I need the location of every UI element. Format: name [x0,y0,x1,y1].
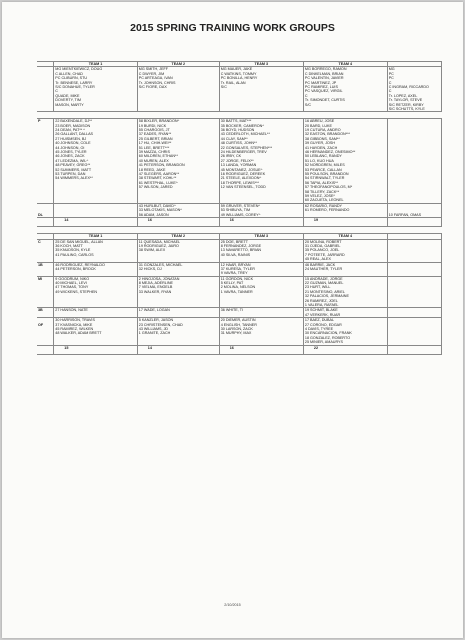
roster-entry: 61 WESTPHAL, LUKE^ [138,180,178,185]
roster-entry: 33 MELOTAKIS, MASON^ [138,208,183,213]
roster-entry: DOVERTY, TIM [55,98,81,103]
team-header: TEAM 4 [303,62,387,67]
count-row [37,345,442,354]
roster-entry: 20 DIEMER, AUSTIN [220,318,256,323]
roster-entry: C INGRAM, RICCARDO [388,84,429,89]
roster-cell [387,203,441,217]
roster-cell [54,203,137,217]
roster-entry: Tr. JOHNSON, CHRIS [138,80,176,85]
roster-entry: C DINKELMAN, BRIAN [304,71,344,76]
roster-entry: 36 BOYD, HUDSON [220,128,255,133]
roster-entry: 62 ROSARIO, RANDY [304,203,343,208]
roster-entry: 16 RODRIGUEZ, DEREEK [220,172,266,176]
roster-entry: 47 VERKERK, RUAR [304,312,341,317]
roster-entry: 45 MONTANEZ, JOSUE^ [220,167,263,172]
roster-entry: 12 VAN STEENSEL, TODD [220,185,266,190]
roster-entry: 53 SHIBUYA, TIM [220,208,251,213]
roster-entry: 23 BOER, MADISON [55,123,91,128]
roster-cell [54,239,137,262]
roster-cell [219,239,303,262]
roster-entry: 9 GOODRUM, NIKO [55,276,90,281]
roster-entry: 18 THORPE, LEWIS*** [220,180,259,185]
roster-entry: 44 CLAY, SAM** [220,136,248,141]
roster-entry: PC VALENTIN, JAVIER [304,76,344,81]
roster-entry: 26 IRBY, CK [220,154,242,159]
roster-entry: 48 PEAVEY, GREG** [55,163,91,168]
team-header: TEAM 3 [219,62,303,67]
roster-entry: 45 RAMIREZ, WILKEN [55,326,94,331]
roster-cell [303,308,387,318]
roster-entry: Tr. TAYLOR, STEVE [388,98,423,103]
roster-cell [54,308,137,318]
roster-entry: PC RAMIREZ, LUIS [304,84,338,89]
roster-entry: 37 KVASNICKA, MIKE [55,322,93,327]
roster-entry: 17 WADE, LOGAN [138,308,170,313]
roster-entry: S/C FIORE, DAX [138,84,167,89]
roster-entry: 39 MAZZA, CHRIS [138,150,170,155]
roster-cell [219,308,303,318]
roster-cell [137,119,219,203]
roster-entry: 41 PAULINO, CARLOS [55,252,94,257]
staff-cell [137,67,219,112]
team-header: TEAM 1 [54,234,137,239]
roster-entry: 61 ROMERO, FERNANDO [304,208,350,213]
roster-entry: 19 CUTURA, ANDRO [304,128,341,133]
roster-entry: 31 MURPHY, MAX [220,331,252,336]
roster-entry: 56 ADAM, JASON [138,212,169,217]
roster-entry: MG SMITH, JEFF [138,67,169,72]
roster-entry: 59 GRUVER, STEVEN^ [220,203,261,208]
roster-entry: 2 HINOJOSA, JONATAN [138,276,180,281]
roster-entry: 49 WICKENS, STEPHEN [55,289,98,294]
position-label: C [37,239,54,262]
roster-entry: C [388,80,392,85]
roster-entry: 47 LEDEZMA, WIL^ [55,158,89,163]
roster-entry: 25 GILBERT, BRIAN [138,136,173,141]
roster-entry: 43 HURLBUT, DAVID^ [138,203,176,208]
roster-entry: C [55,89,58,94]
count-row [37,218,442,227]
roster-entry: 26 RAMIREZ, JOEL [304,298,338,303]
roster-entry: 7 VIELMA, ENGELB [138,285,173,290]
roster-entry: 37 EADES, RYAN** [138,132,172,137]
roster-entry: 44 PETERSON, BROCK [55,266,96,271]
first-base-row [37,262,442,276]
roster-cell [303,318,387,345]
roster-entry: 57 WILSON, JARED [138,185,173,190]
roster-entry: 40 SILVA, RAINIS [220,252,251,257]
roster-entry: 41 PETERSON, BRANDON [138,163,185,168]
roster-entry: 44 JOHNSON, OI [55,145,85,150]
roster-cell [219,262,303,276]
roster-entry: 24 DEAN, PAT** ^ [55,128,85,133]
staff-cell [303,67,387,112]
roster-entry: S/C DONAHUE, TYLER [55,84,95,89]
roster-entry: 25 MINIER, AMAURYS [304,340,343,345]
roster-entry: 27 CORONO, EDGAR [304,322,342,327]
roster-entry: 56 TAPIA, ALEXIS** [304,180,338,185]
roster-entry: 60 MILDREN, ETHAN** [138,154,178,159]
roster-cell [137,276,219,308]
roster-entry: Tr. LOPEZ, AXEL [388,93,418,98]
roster-entry: 32 EASTON, BRANDON*** [304,132,350,137]
position-label: OF [37,318,54,345]
roster-entry: 35 KNUDSON, KYLE [55,248,91,253]
roster-entry: 16 ABREU, JOSE [304,119,335,124]
roster-entry: 30 HARRISON, TRAVIS [55,318,95,323]
roster-entry: 21 STEELE, ALEXDON^ [220,176,262,181]
team-header: TEAM 1 [54,62,137,67]
roster-entry: 31 OJEDA, GABRIEL [304,243,341,248]
roster-entry: MG BORREGO, RAMON [304,67,347,72]
roster-entry: 50 LEBLANC, RANDY [304,154,342,159]
group-count: 22 [303,345,387,354]
roster-entry: 40 JOHNSON, COLE [55,141,91,146]
roster-entry: PC MARTINEZ, JP [304,80,337,85]
staff-cell [387,67,441,112]
position-label: 1B [37,262,54,276]
roster-cell [303,276,387,308]
roster-entry: 47 SLEGERS, AARON** [138,172,180,176]
roster-entry: PC [388,71,394,76]
roster-entry: MASON, MARTY [55,102,84,107]
roster-entry: 22 GONSALVES, STEPHEN*** [220,145,273,150]
roster-entry: 8 MEJIA, ADERLINE [138,281,173,286]
roster-entry: 32 HICKS, DJ [138,266,162,271]
catchers-row [37,239,442,262]
roster-entry: 35 BOCKER, CAMERON^ [220,123,265,128]
roster-cell [219,119,303,203]
roster-entry: 43 WILLIAMS, JD [138,326,169,331]
roster-entry: 9 VAVRA, TREY [220,271,248,276]
roster-entry: 2 MOLINA, NELSON [220,285,256,290]
roster-entry: 32 PALACIOS, JERMAINE [304,294,349,299]
roster-entry: 15 ANDRADE, JORGE [304,276,343,281]
pitchers-row [37,119,442,203]
roster-entry: 20 MOLINA, ROBERT [304,239,342,244]
position-label: DL [37,203,54,217]
roster-entry: S/C SCHUTTS, KYLE [388,106,425,111]
roster-entry: 11 GORDON, NICK [220,276,254,281]
roster-cell [303,262,387,276]
roster-entry: Tr. RAIL, ALAN [220,80,246,85]
roster-entry: 33 WALKER, RYAN [138,289,172,294]
team-header: TEAM 2 [137,234,219,239]
roster-entry: 38 STEWART, KOHL** [138,176,177,181]
roster-entry: S/C [220,84,227,89]
roster-entry: Tr. BENNESE, LARRY [55,80,93,85]
roster-entry: 53 TURPEN, DAN [55,172,86,176]
roster-cell [137,203,219,217]
roster-entry: 54 STIRNWALT, TYLER [304,176,345,181]
roster-cell [303,203,387,217]
roster-entry: 27 JORGE, FELIX** [220,158,254,163]
roster-entry: 12 HAAR, BRYAN [220,262,251,267]
roster-entry: 1 GRANITE, ZACH [138,331,171,336]
roster-cell [303,119,387,203]
roster-entry: PC VASQUEZ, VIRGIL [304,89,343,94]
roster-entry: 17 BAEZ, DUBAL [304,318,335,323]
roster-entry: 4 DAVIS, TYREE [304,326,334,331]
roster-entry: 58 BIXLER, BRANDON^ [138,119,180,124]
document-page [2,2,463,638]
dl-row [37,203,442,217]
roster-cell [137,308,219,318]
middle-infield-row [37,276,442,308]
roster-entry: 26 GALLANT, DALLAS [55,132,94,137]
roster-entry: 35 POLANCO, JOEL [304,248,340,253]
roster-entry: 23 HURT, WILL [304,285,331,290]
roster-cell [219,318,303,345]
roster-entry: 18 GONZALEZ, ROBERTO [304,335,351,340]
footer-date: 2/10/2015 [224,603,241,607]
roster-entry: 31 GONZALES, MICHAEL [138,262,183,267]
roster-entry: 21 MONTESINO, ARIEL [304,289,345,294]
roster-entry: C ALLEN, CHAD [55,71,83,76]
group-count: 16 [137,218,219,227]
roster-entry: 58 TILLERY, ZACK** [304,189,340,194]
roster-entry: 47 THOMAS, TONY [55,285,89,290]
roster-entry: 19 SCHMIT, BLAKE [304,308,338,313]
roster-entry: S/C [304,102,312,107]
roster-entry: 45 JONES, TYLER [55,150,87,155]
roster-entry: MG MAUER, JAKE [220,67,253,72]
roster-cell [219,203,303,217]
roster-entry: 25 DOE, BRETT [220,239,248,244]
work-groups-grid [37,61,442,355]
roster-entry: S/C RETZER, KIRBY [388,102,424,107]
roster-entry: 46 JONES, ZACK [55,154,85,159]
roster-entry: 37 KURESA, TYLER [220,266,255,271]
roster-entry: C [304,93,308,98]
roster-entry: 24 MAUTHER, TYLER [304,266,343,271]
group-count: 14 [54,218,137,227]
roster-entry: PC CLIBURN, STU [55,76,88,81]
roster-entry: 10 FARFAN, OMAS [388,212,422,217]
roster-entry: 36 WHITE, TI [220,308,243,313]
team-header: TEAM 4 [303,234,387,239]
roster-cell [54,318,137,345]
staff-row [37,67,442,112]
roster-entry: 40 MICHAEL, LEVI [55,281,87,286]
roster-entry: 46 HERNANDEZ, ONESIMO** [304,150,356,155]
roster-entry: 19 BURDI, NICK [138,123,167,128]
roster-entry: 40 MUREN, ALEX [138,158,169,163]
roster-entry: 49 WILLIAMS, COREY^ [220,212,261,217]
roster-entry: 13 NAVARETTO, BRIAN [220,248,262,253]
roster-entry: 43 CEDERLOTH, MICHAEL** [220,132,270,137]
roster-entry: 30 ENCARNACION, FRANK [304,331,352,336]
group-count: 16 [219,345,303,354]
roster-entry: 38 GIBBONS, SAM** [304,136,340,141]
roster-entry: C WATKINS, TOMMY [220,71,257,76]
pitchers-table [37,61,442,355]
roster-entry: 55 CHARGOIS, JT [138,128,170,133]
roster-entry: 60 ZACUETA, LEONEL [304,198,344,203]
position-label: P [37,119,54,203]
group-count: 19 [303,218,387,227]
roster-entry: 22 GUZMAN, MANUEL [304,281,344,286]
position-label: MI [37,276,54,308]
roster-entry: 13 LANDA, YORMAN [220,163,257,168]
roster-entry: 53 PEARCE, CALLAN [304,167,342,172]
roster-cell [54,276,137,308]
roster-entry: PC BONILLA, HENRY [220,76,258,81]
roster-cell [54,262,137,276]
roster-entry: 4 ENGLISH, TANNER [220,322,257,327]
roster-cell [303,239,387,262]
roster-cell [137,262,219,276]
outfield-row [37,318,442,345]
roster-entry: 38 SWIM, ALEX [138,248,166,253]
roster-entry: 48 CURTISS, JOHN** [220,141,257,146]
roster-entry: PC ARTEAGA, IVAN [138,76,173,81]
roster-entry: 8 FERNANDEZ, JORGE [220,243,262,248]
roster-entry: 48 WALKER, ADAM BRETT [55,331,102,336]
roster-entry: 1 VALERA, RAFAEL [304,303,339,308]
roster-entry: MG MIENTKIEWICZ, DOUG [55,67,103,72]
team-header: TEAM 2 [137,62,219,67]
roster-entry: 39 GUYER, JOSH [304,141,336,146]
roster-cell [219,276,303,308]
group-count: 16 [219,218,303,227]
roster-entry: 5 KANZLER, JASON [138,318,174,323]
roster-entry: 22 BAXENDALE, DJ** [55,119,92,124]
roster-entry: MG [388,67,395,72]
roster-entry: PC [388,76,394,81]
roster-cell [54,119,137,203]
roster-entry: 27 HANSON, NATE [55,308,88,313]
team-header: TEAM 3 [219,234,303,239]
roster-entry: 41 HAYDEN, ZACH [304,145,338,150]
roster-entry: 11 QUESADA, MICHAEL [138,239,181,244]
roster-entry: 27 HUISMSEN, BJ [55,136,87,141]
roster-entry: 17 HU, CHIH-WEI** [138,141,172,146]
page-title: 2015 SPRING TRAINING WORK GROUPS [130,22,335,34]
roster-entry: 52 SUMMERS, MATT [55,167,92,172]
roster-entry: Tr. SIMONDET, CURTIS [304,98,345,103]
roster-cell [387,119,441,203]
roster-entry: C [388,89,392,94]
position-label: 3B [37,308,54,318]
roster-entry: 46 RODRIGUEZ, REYNALDO [55,262,105,267]
roster-entry: 7 POTEETE, JARRARD [304,252,345,257]
roster-entry: 51 LO, KUO HUA [304,158,334,163]
third-base-row [37,308,442,318]
staff-cell [54,67,137,112]
roster-entry: 19 RODRIGUEZ, JAIRO [138,243,179,248]
roster-entry: 30 LARSON, ZACK [220,326,253,331]
roster-entry: 36 KOCH, MATT [55,243,83,248]
roster-entry: 52 NORDGREN, MILES [304,163,345,168]
roster-entry: 1 VAVRA, TANNER [220,289,253,294]
roster-entry: 46 BARRIE, JACK [304,262,336,267]
roster-cell [137,239,219,262]
roster-entry: 54 WIMMERS, ALEX** [55,176,93,181]
roster-entry: 45 REAL, ALEX [304,257,331,262]
roster-entry: 51 LEE, BRETT*** [138,145,170,150]
roster-entry: 24 HILDENBERGER, TREV [220,150,267,155]
roster-entry: 23 CHRISTENSEN, CHAD [138,322,183,327]
roster-entry: 30 BATTS, MAT*** [220,119,252,124]
roster-entry: 5 KELLY, PAT [220,281,244,286]
roster-entry: 59 VELEZ, JOSE* [304,193,335,198]
roster-cell [137,318,219,345]
roster-entry: 57 THEOFANOPOULOS, M* [304,185,353,190]
roster-entry: C DWYER, JIM [138,71,165,76]
roster-entry: 25 DE SAN MIGUEL, ALLAN [55,239,103,244]
group-count: 14 [137,345,219,354]
group-count: 15 [54,345,137,354]
roster-entry: QUADE, MIKE [55,93,80,98]
roster-entry: 55 POULSON, BRANDON [304,172,349,176]
roster-entry: 20 BARD, LUKE [304,123,332,128]
staff-cell [219,67,303,112]
roster-entry: 18 REED, JAKE [138,167,166,172]
